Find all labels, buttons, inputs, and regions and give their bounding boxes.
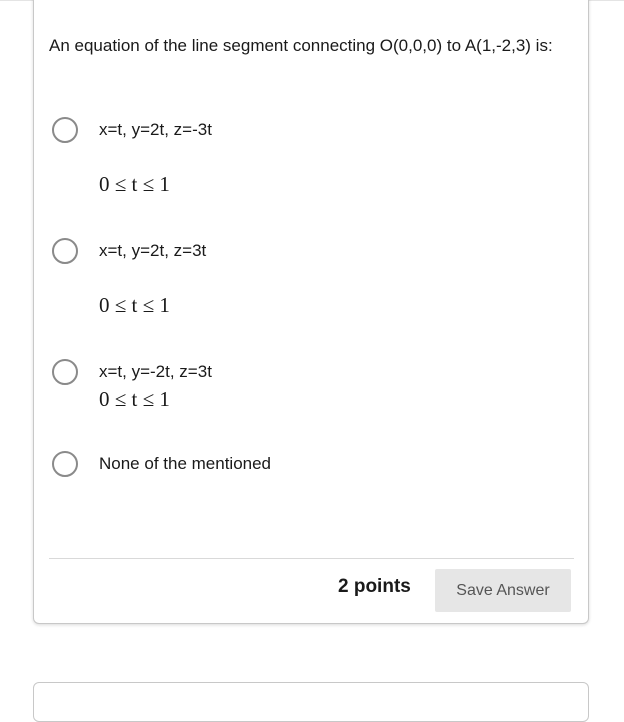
- option-2-range: 0 ≤ t ≤ 1: [99, 293, 170, 317]
- next-question-card: [33, 682, 589, 722]
- option-2-radio[interactable]: [52, 238, 78, 264]
- option-4-equation: None of the mentioned: [99, 454, 272, 473]
- footer-divider: [49, 558, 574, 559]
- option-2-equation: x=t, y=2t, z=3t: [99, 241, 207, 260]
- option-3-range: 0 ≤ t ≤ 1: [99, 387, 170, 411]
- option-1-range: 0 ≤ t ≤ 1: [99, 172, 170, 196]
- option-1-radio[interactable]: [52, 117, 78, 143]
- points-label: 2 points: [338, 576, 411, 597]
- option-1-equation: x=t, y=2t, z=-3t: [99, 120, 212, 139]
- option-3-radio[interactable]: [52, 359, 78, 385]
- option-4-radio[interactable]: [52, 451, 78, 477]
- question-text: An equation of the line segment connecting O(0,0,0) to A(1,-2,3) is:: [49, 36, 553, 55]
- option-3-equation: x=t, y=-2t, z=3t: [99, 362, 212, 381]
- save-answer-button[interactable]: Save Answer: [435, 569, 571, 612]
- question-card: [33, 0, 589, 624]
